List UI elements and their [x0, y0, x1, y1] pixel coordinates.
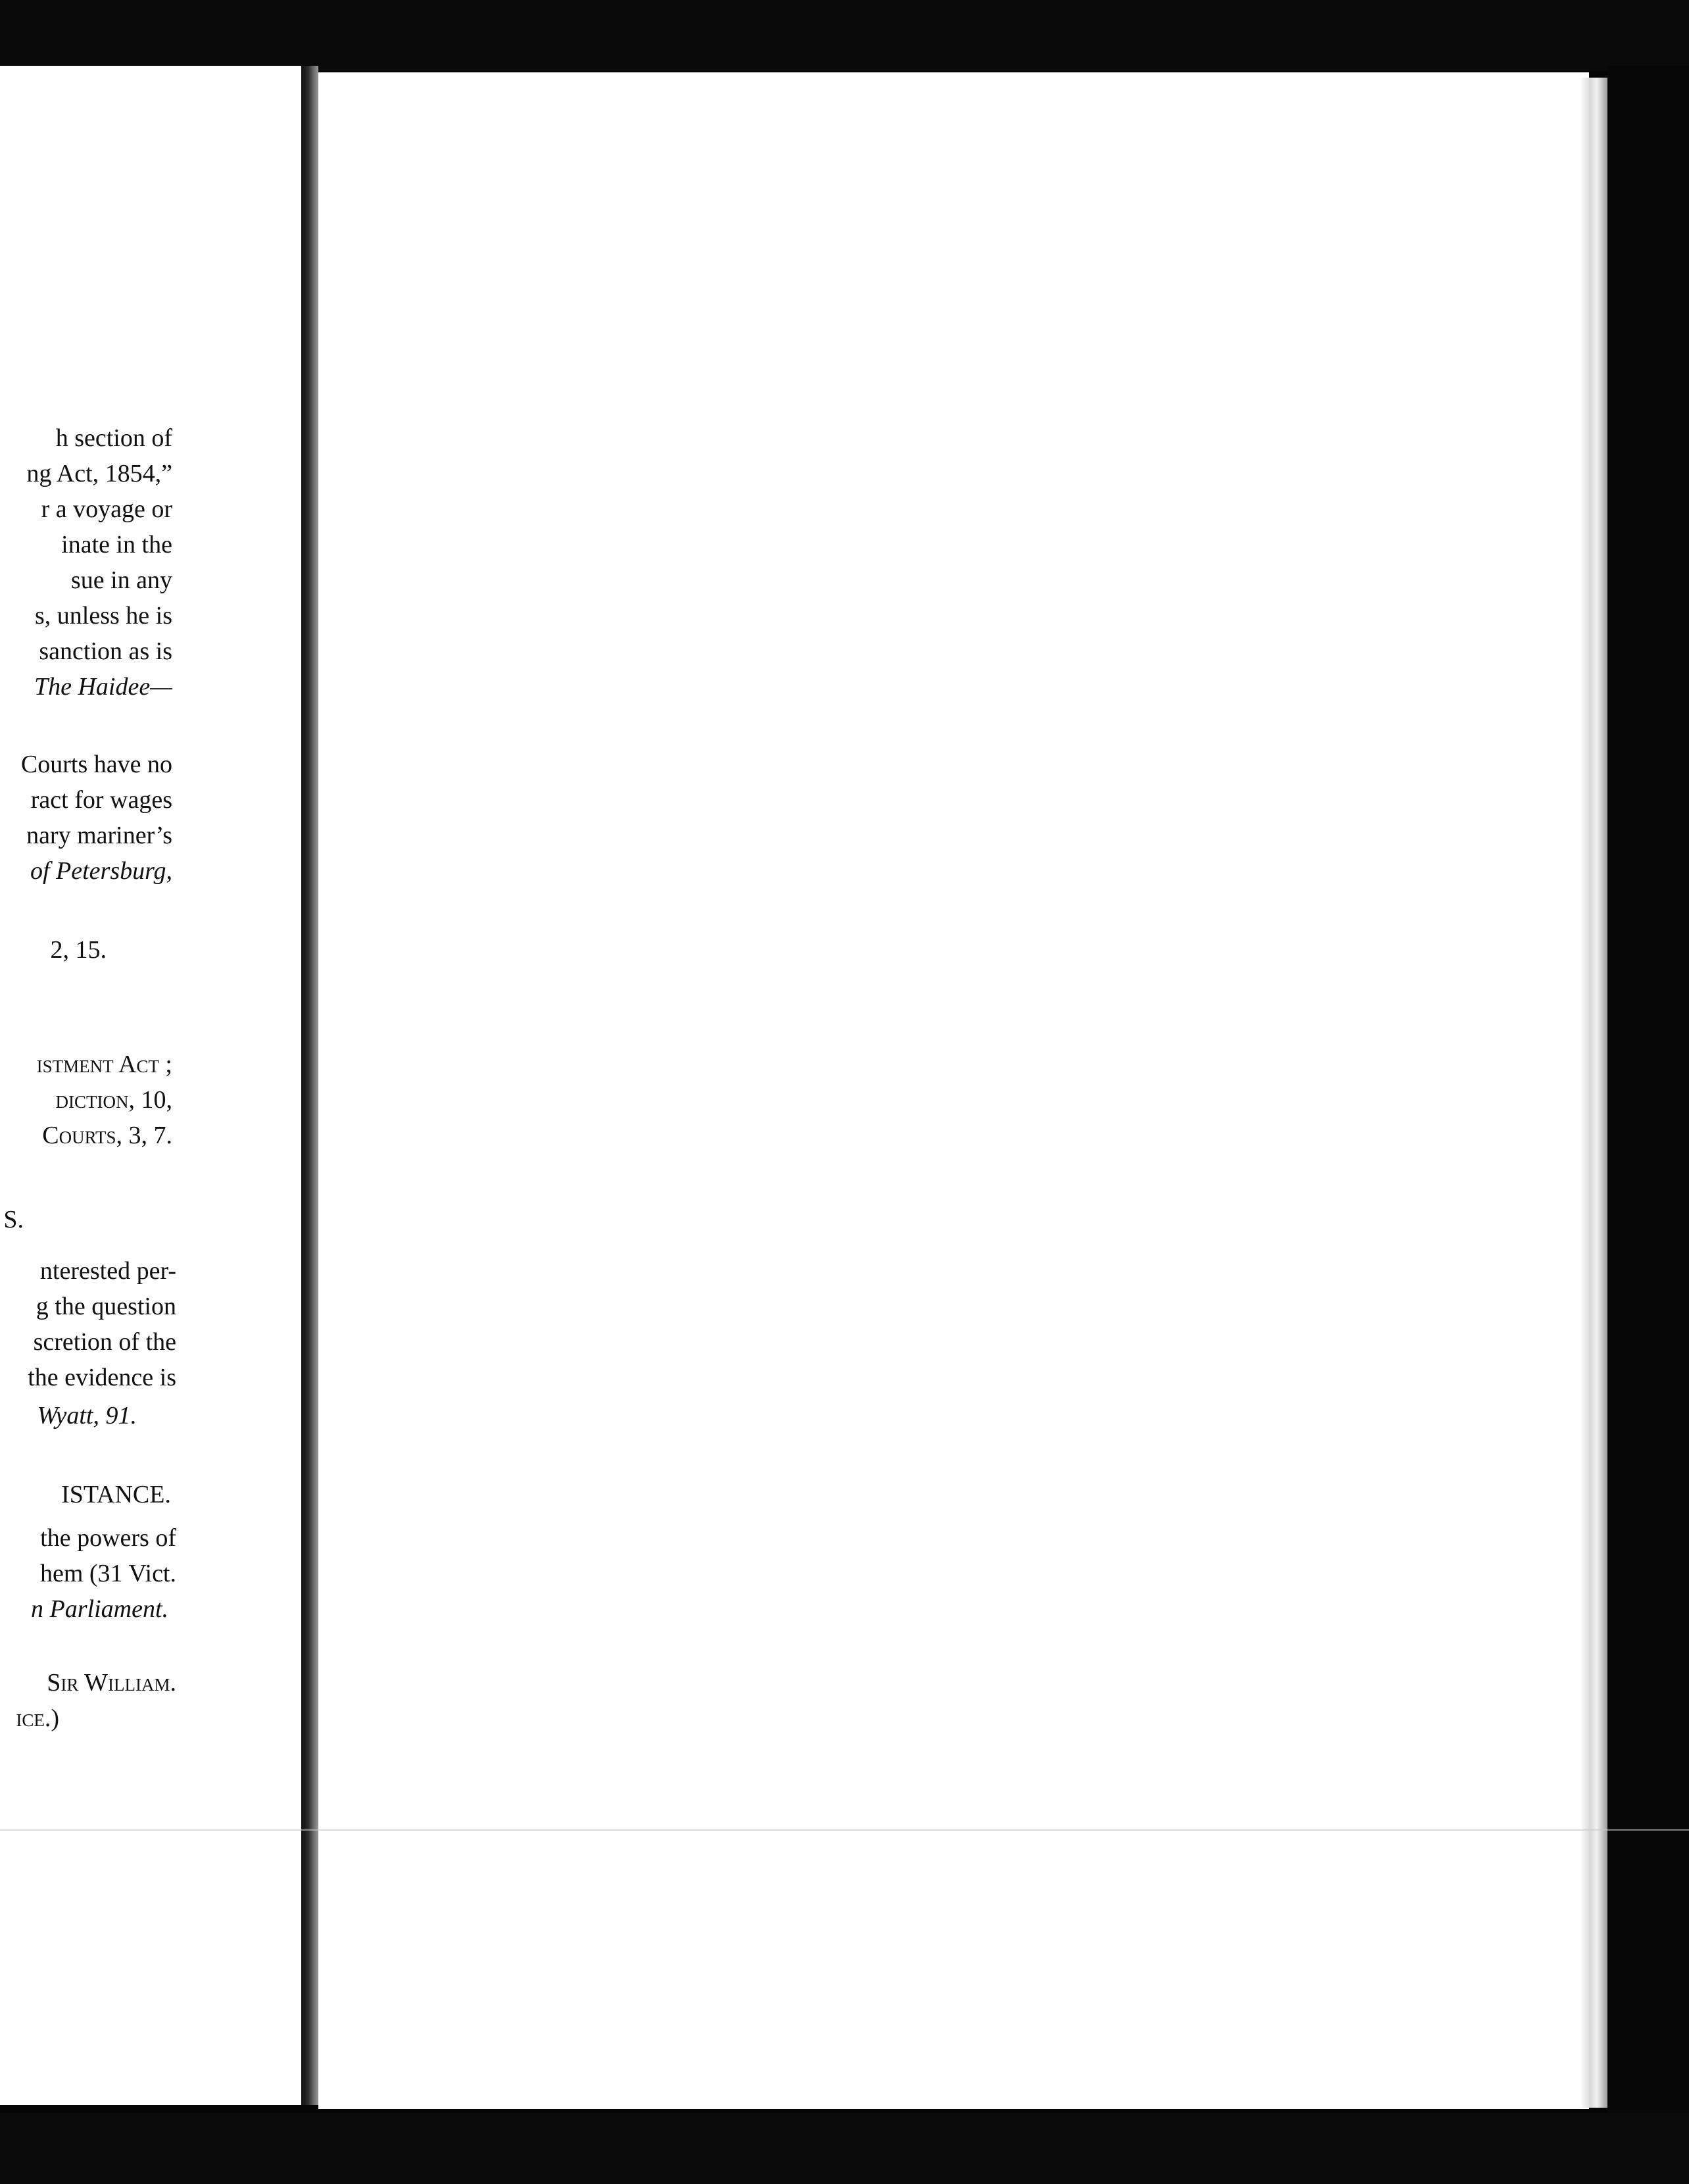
text-line: g the question: [36, 1293, 176, 1320]
text-line: the powers of: [40, 1524, 176, 1552]
scan-top-border: [0, 0, 1689, 71]
section-heading: ISTANCE.: [61, 1481, 171, 1508]
scan-right-border: [1607, 66, 1689, 2113]
scan-bottom-border: [0, 2113, 1689, 2184]
text-line: n Parliament.: [31, 1595, 168, 1623]
text-line: inate in the: [61, 531, 172, 558]
text-line: hem (31 Vict.: [39, 1560, 176, 1587]
text-line: sue in any: [70, 566, 172, 594]
text-line: Courts have no: [20, 751, 172, 778]
case-name-line: Wyatt, 91.: [37, 1402, 137, 1429]
signature-line: Sir William.: [47, 1669, 176, 1697]
right-page-blank: [318, 72, 1589, 2109]
text-line: s, unless he is: [35, 602, 172, 630]
signature-line: ice.): [16, 1704, 59, 1732]
text-line: r a voyage or: [41, 495, 172, 523]
left-page: [0, 66, 303, 2105]
reference-line: 2, 15.: [50, 936, 107, 964]
cross-reference-line: diction, 10,: [55, 1086, 172, 1114]
text-line: scretion of the: [33, 1328, 176, 1356]
case-name-line: The Haidee—: [34, 673, 172, 701]
cross-reference-line: istment Act ;: [36, 1051, 172, 1078]
section-heading: S.: [3, 1206, 24, 1233]
case-name-line: of Petersburg,: [30, 857, 172, 885]
text-line: nterested per-: [39, 1257, 176, 1285]
cross-reference-line: Courts, 3, 7.: [42, 1122, 172, 1149]
text-line: the evidence is: [28, 1364, 176, 1391]
scan-artifact-line: [0, 1829, 1689, 1831]
page-edge-shadow: [1581, 78, 1607, 2108]
text-line: ract for wages: [30, 786, 172, 814]
text-line: nary mariner’s: [26, 822, 172, 849]
text-line: sanction as is: [39, 637, 172, 665]
left-page-text-column-lower: [0, 66, 176, 2105]
text-line: ng Act, 1854,”: [26, 460, 172, 487]
text-line: h section of: [55, 424, 172, 452]
book-gutter: [301, 66, 318, 2105]
